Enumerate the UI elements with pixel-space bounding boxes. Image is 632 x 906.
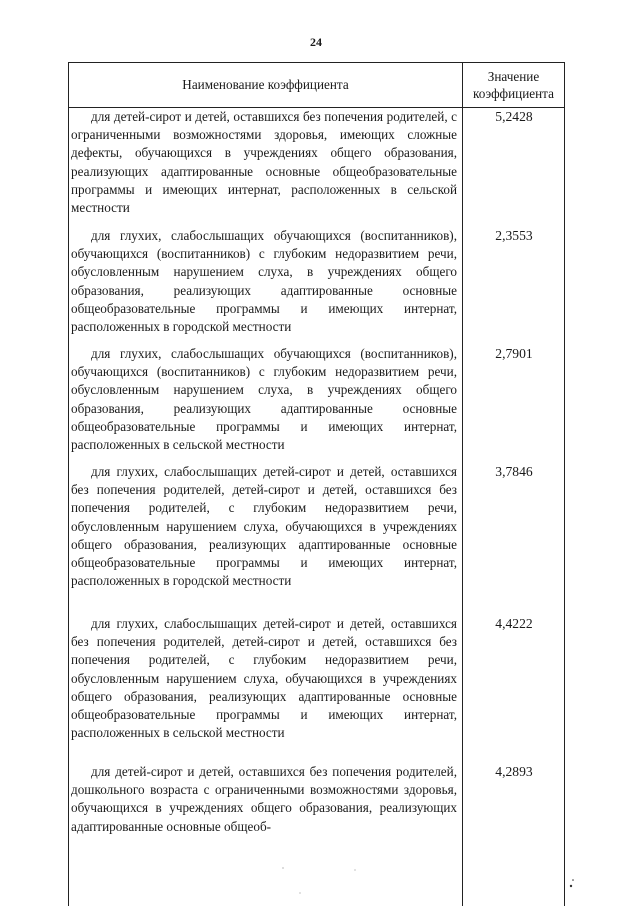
table-row	[69, 615, 566, 742]
coefficient-table	[68, 62, 565, 906]
coefficient-value: 4,2893	[495, 764, 533, 779]
coefficient-value: 2,3553	[495, 228, 533, 243]
table-row	[69, 463, 566, 590]
coefficient-name: для глухих, слабослышащих обучающихся (воспитанников), обучающихся (воспитанников) с глубоким недоразвитием речи, обусловленным нарушением слуха, в учреждениях общего образования, реализующих адаптированные основные общеобразовательные программы и имеющих интернат, расположенных в городской местности	[71, 228, 457, 335]
table-row	[69, 227, 566, 336]
coefficient-name: для глухих, слабослышащих обучающихся (воспитанников), обучающихся (воспитанников) с глубоким недоразвитием речи, обусловленным нарушением слуха, в учреждениях общего образования, реализующих адаптированные основные общеобразовательные программы и имеющих интернат, расположенных в сельской местности	[71, 346, 457, 453]
coefficient-name: для глухих, слабослышащих детей-сирот и детей, оставшихся без попечения родителей, детей-сирот и детей, оставшихся без попечения родителей, с глубоким недоразвитием речи, обусловленным нарушением слуха, обучающихся в учреждениях общего образования, реализующих адаптированные основные общеобразовательные программы и имеющих интернат, расположенных в сельской местности	[71, 616, 457, 741]
table-row	[69, 345, 566, 454]
table-body	[68, 108, 565, 906]
table-header	[68, 62, 565, 108]
coefficient-name: для глухих, слабослышащих детей-сирот и детей, оставшихся без попечения родителей, детей-сирот и детей, оставшихся без попечения родителей, с глубоким недоразвитием речи, обусловленным нарушением слуха, обучающихся в учреждениях общего образования, реализующих адаптированные основные общеобразовательные программы и имеющих интернат, расположенных в городской местности	[71, 464, 457, 589]
coefficient-value: 2,7901	[495, 346, 533, 361]
header-name-cell: Наименование коэффициента	[69, 63, 463, 107]
table-row	[69, 108, 566, 217]
coefficient-name: для детей-сирот и детей, оставшихся без попечения родителей, дошкольного возраста с ограниченными возможностями здоровья, обучающихся в учреждениях общего образования, реализующих адаптированные основные общеоб-	[71, 764, 457, 834]
coefficient-name: для детей-сирот и детей, оставшихся без попечения родителей, с ограниченными возможностями здоровья, имеющих сложные дефекты, обучающихся в учреждениях общего образования, реализующих адаптированные основные общеобразовательные программы и имеющих интернат, расположенных в сельской местности	[71, 109, 457, 216]
coefficient-value: 5,2428	[495, 109, 533, 124]
page-number: 24	[310, 35, 322, 49]
coefficient-value: 3,7846	[495, 464, 533, 479]
coefficient-value: 4,4222	[495, 616, 533, 631]
table-row	[69, 763, 566, 836]
header-value-cell: Значение коэффициента	[473, 69, 554, 101]
